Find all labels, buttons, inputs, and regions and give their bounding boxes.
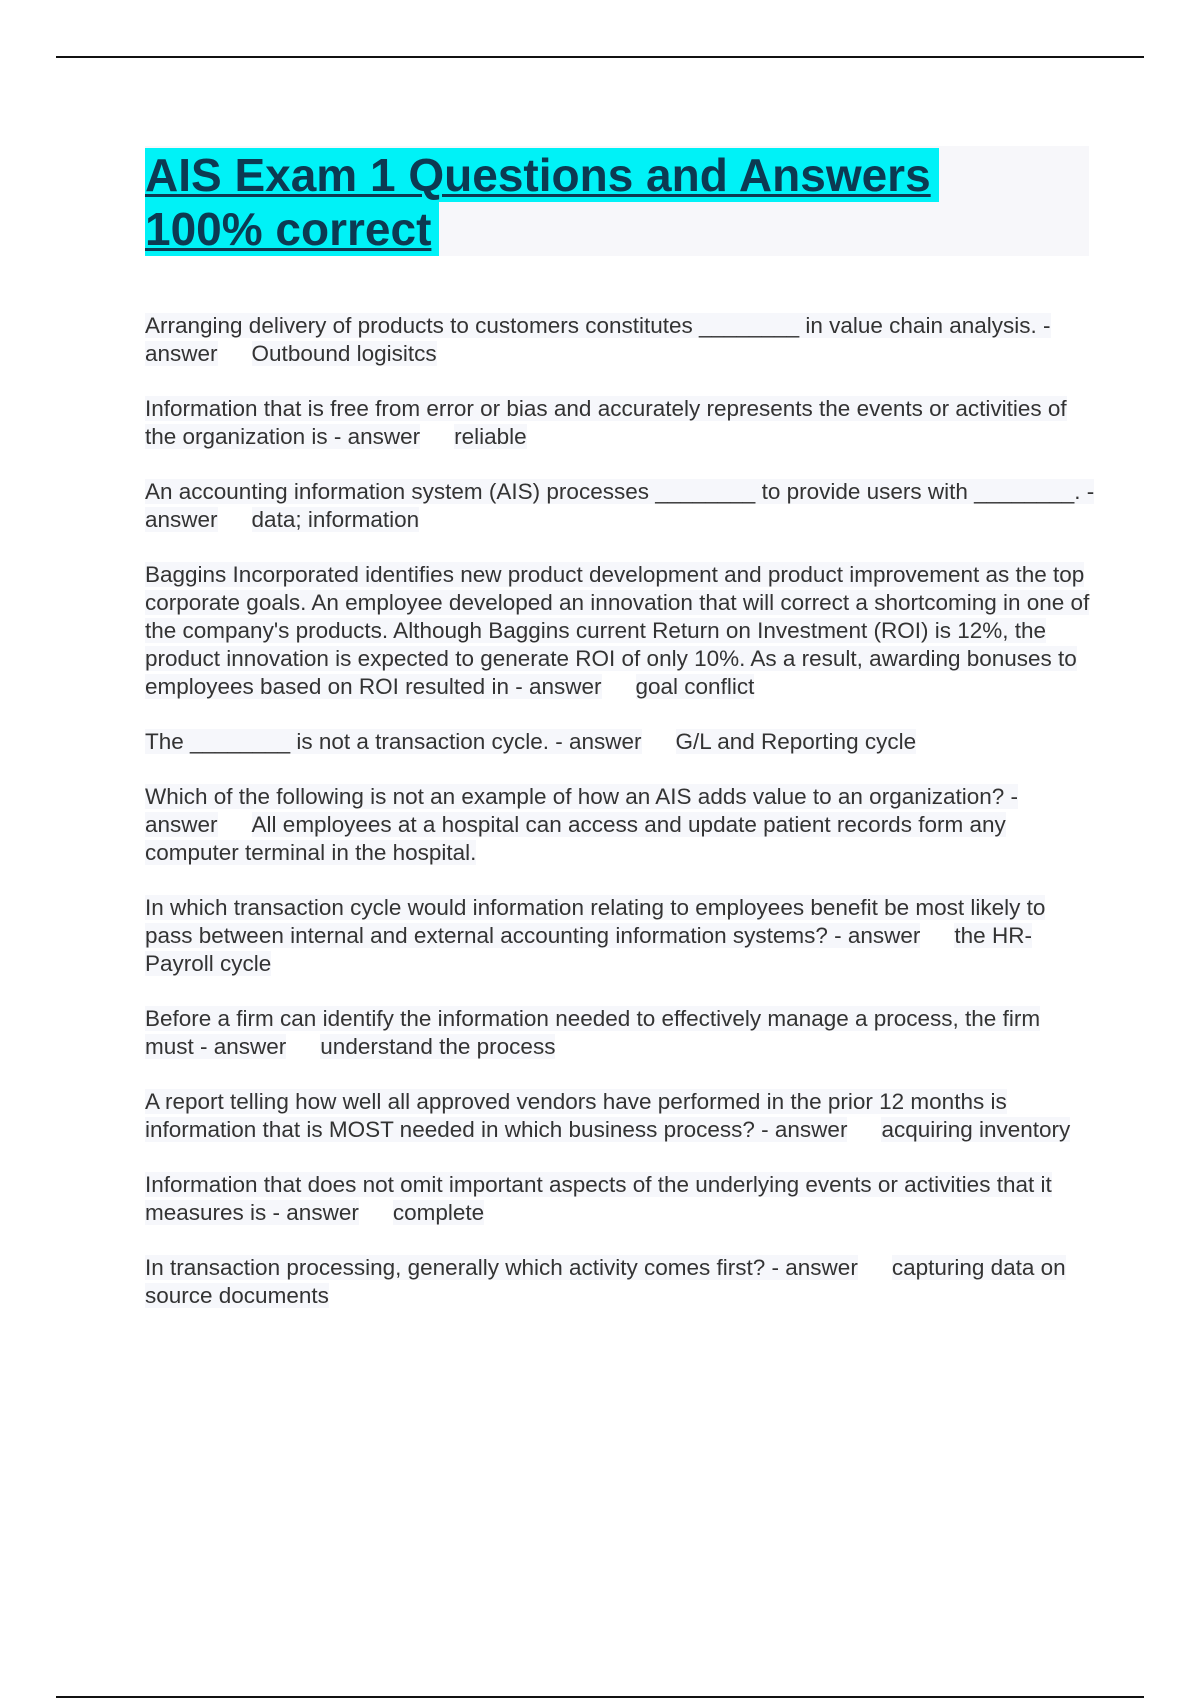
answer-separator: - answer: [827, 923, 921, 948]
question-text: In which transaction cycle would information relating to employees benefit be most likely to pass between internal and external accounting information systems?: [145, 895, 1046, 948]
question-text: Information that does not omit important aspects of the underlying events or activities that it measures is: [145, 1172, 1052, 1225]
answer-separator: - answer: [145, 313, 1051, 366]
question-text: In transaction processing, generally which activity comes first?: [145, 1255, 766, 1280]
question-text: An accounting information system (AIS) processes ________ to provide users with ________.: [145, 479, 1081, 504]
answer-text: G/L and Reporting cycle: [675, 729, 917, 754]
question-text: Which of the following is not an example of how an AIS adds value to an organization?: [145, 784, 1005, 809]
answer-separator: - answer: [508, 674, 602, 699]
answer-separator: - answer: [145, 784, 1019, 837]
bottom-rule: [56, 1696, 1144, 1698]
qa-item-2: [145, 395, 1095, 451]
answer-separator: - answer: [754, 1117, 848, 1142]
title-block: [145, 146, 1089, 256]
qa-item-4: [145, 561, 1095, 701]
qa-item-10: [145, 1171, 1095, 1227]
qa-item-7: [145, 894, 1095, 978]
question-text: Before a firm can identify the information needed to effectively manage a process, the firm must: [145, 1006, 1041, 1059]
answer-text: goal conflict: [635, 674, 755, 699]
qa-list: [145, 312, 1095, 1337]
answer-text: acquiring inventory: [881, 1117, 1071, 1142]
answer-separator: - answer: [549, 729, 642, 754]
answer-separator: - answer: [266, 1200, 359, 1225]
answer-separator: - answer: [327, 424, 421, 449]
answer-text: complete: [392, 1200, 485, 1225]
qa-item-9: [145, 1088, 1095, 1144]
answer-text: the HR-Payroll cycle: [145, 923, 1032, 976]
question-text: Arranging delivery of products to customers constitutes ________ in value chain analysis.: [145, 313, 1037, 338]
question-text: The ________ is not a transaction cycle.: [145, 729, 550, 754]
top-rule: [56, 56, 1144, 58]
question-text: Information that is free from error or bias and accurately represents the events or activities of the organization is: [145, 396, 1067, 449]
answer-separator: - answer: [765, 1255, 858, 1280]
answer-text: data; information: [251, 507, 420, 532]
answer-text: All employees at a hospital can access and update patient records form any computer terminal in the hospital.: [145, 812, 1006, 865]
answer-separator: - answer: [145, 479, 1095, 532]
qa-item-3: [145, 478, 1095, 534]
document-title-line-1: AIS Exam 1 Questions and Answers: [145, 148, 939, 202]
question-text: Baggins Incorporated identifies new product development and product improvement as the top corporate goals. An employee developed an innovation that will correct a shortcoming in one of the company's products. Although Baggins current Return on Investment (ROI) is 12%, the product innovation is expected to generate ROI of only 10%. As a result, awarding bonuses to employees based on ROI resulted in: [145, 562, 1090, 699]
answer-text: understand the process: [320, 1034, 556, 1059]
question-text: A report telling how well all approved vendors have performed in the prior 12 months is information that is MOST needed in which business process?: [145, 1089, 1007, 1142]
answer-text: capturing data on source documents: [145, 1255, 1066, 1308]
qa-item-5: [145, 728, 1095, 756]
answer-text: Outbound logisitcs: [251, 341, 437, 366]
qa-item-8: [145, 1005, 1095, 1061]
qa-item-1: [145, 312, 1095, 368]
qa-item-11: [145, 1254, 1095, 1310]
answer-text: reliable: [454, 424, 527, 449]
qa-item-6: [145, 783, 1095, 867]
answer-separator: - answer: [193, 1034, 287, 1059]
document-title-line-2: 100% correct: [145, 202, 439, 256]
